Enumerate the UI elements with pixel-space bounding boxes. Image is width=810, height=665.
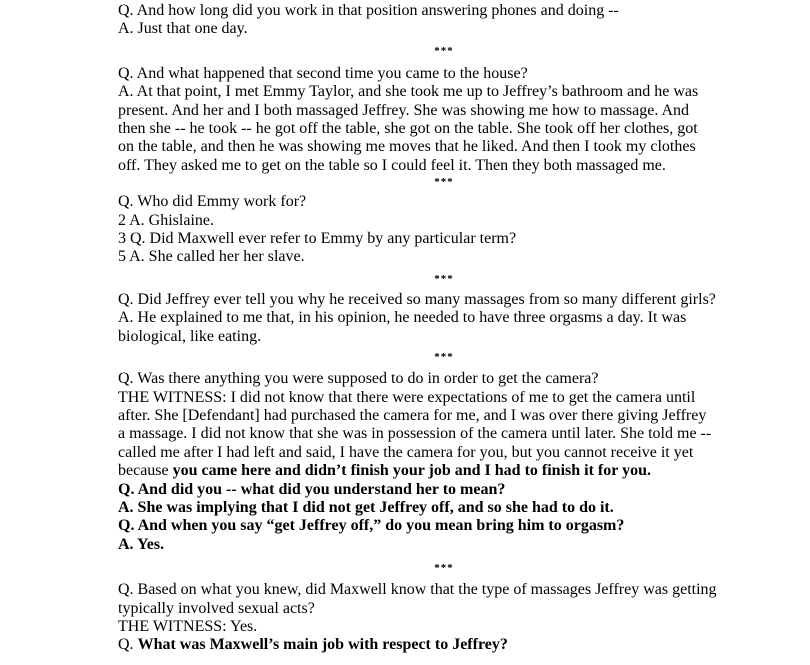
bold-text: you came here and didn’t finish your job and I had to finish it for you. [172,462,651,480]
answer-line: A. At that point, I met Emmy Taylor, and she took me up to Jeffrey’s bathroom and he was [118,83,699,101]
question-line: Q. Who did Emmy work for? [118,193,307,211]
answer-line: THE WITNESS: I did not know that there were expectations of me to get the camera until [118,388,696,406]
transcript-document [118,2,758,655]
answer-line: present. And her and I both massaged Jeffrey. She was showing me how to massage. And [118,101,689,119]
transcript-block-second-visit [118,65,758,175]
section-separator: *** [434,351,454,364]
question-line: Q. Based on what you knew, did Maxwell know that the type of massages Jeffrey was getting [118,581,717,599]
plain-text: because [118,462,173,480]
answer-line: called me after I had left and said, I have the camera for you, but you cannot receive it yet [118,443,694,461]
transcript-block-camera [118,370,758,554]
answer-line-mixed [118,462,758,480]
transcript-block-massages [118,291,758,346]
transcript-block-emmy [118,193,758,267]
answer-line: A. Just that one day. [118,20,248,38]
section-separator: *** [434,562,454,575]
bold-text: What was Maxwell’s main job with respect to Jeffrey? [137,636,508,654]
answer-line-bold: A. She was implying that I did not get Jeffrey off, and so she had to do it. [118,498,614,516]
plain-text: Q. [118,636,138,654]
section-separator: *** [434,176,454,189]
answer-line-bold: A. Yes. [118,535,165,553]
answer-line: THE WITNESS: Yes. [118,617,258,635]
section-separator: *** [434,44,454,57]
question-line-bold: Q. And when you say “get Jeffrey off,” do you mean bring him to orgasm? [118,517,625,535]
transcript-block-work-position [118,2,758,39]
section-separator: *** [434,272,454,285]
transcript-block-maxwell-knowledge [118,581,758,655]
answer-line: biological, like eating. [118,327,262,345]
answer-line: after. She [Defendant] had purchased the camera for me, and I was over there giving Jeffrey [118,406,707,424]
answer-line: a massage. I did not know that she was in possession of the camera until later. She told me -- [118,425,712,443]
answer-line: then she -- he took -- he got off the table, she got on the table. She took off her clothes, got [118,120,698,138]
question-line: Q. Did Jeffrey ever tell you why he received so many massages from so many different girls? [118,290,716,308]
answer-line: A. He explained to me that, in his opinion, he needed to have three orgasms a day. It was [118,309,687,327]
answer-line: off. They asked me to get on the table so I could feel it. Then they both massaged me. [118,156,666,174]
question-line: Q. And what happened that second time you came to the house? [118,64,528,82]
answer-line: on the table, and then he was showing me moves that he liked. And then I took my clothes [118,138,696,156]
question-line: typically involved sexual acts? [118,599,315,617]
answer-line: 5 A. She called her her slave. [118,248,305,266]
answer-line: 2 A. Ghislaine. [118,211,214,229]
question-line-mixed [118,636,758,654]
question-line: Q. Was there anything you were supposed to do in order to get the camera? [118,370,599,388]
question-line: 3 Q. Did Maxwell ever refer to Emmy by any particular term? [118,230,517,248]
question-line-bold: Q. And did you -- what did you understand her to mean? [118,480,506,498]
question-line: Q. And how long did you work in that position answering phones and doing -- [118,2,619,19]
